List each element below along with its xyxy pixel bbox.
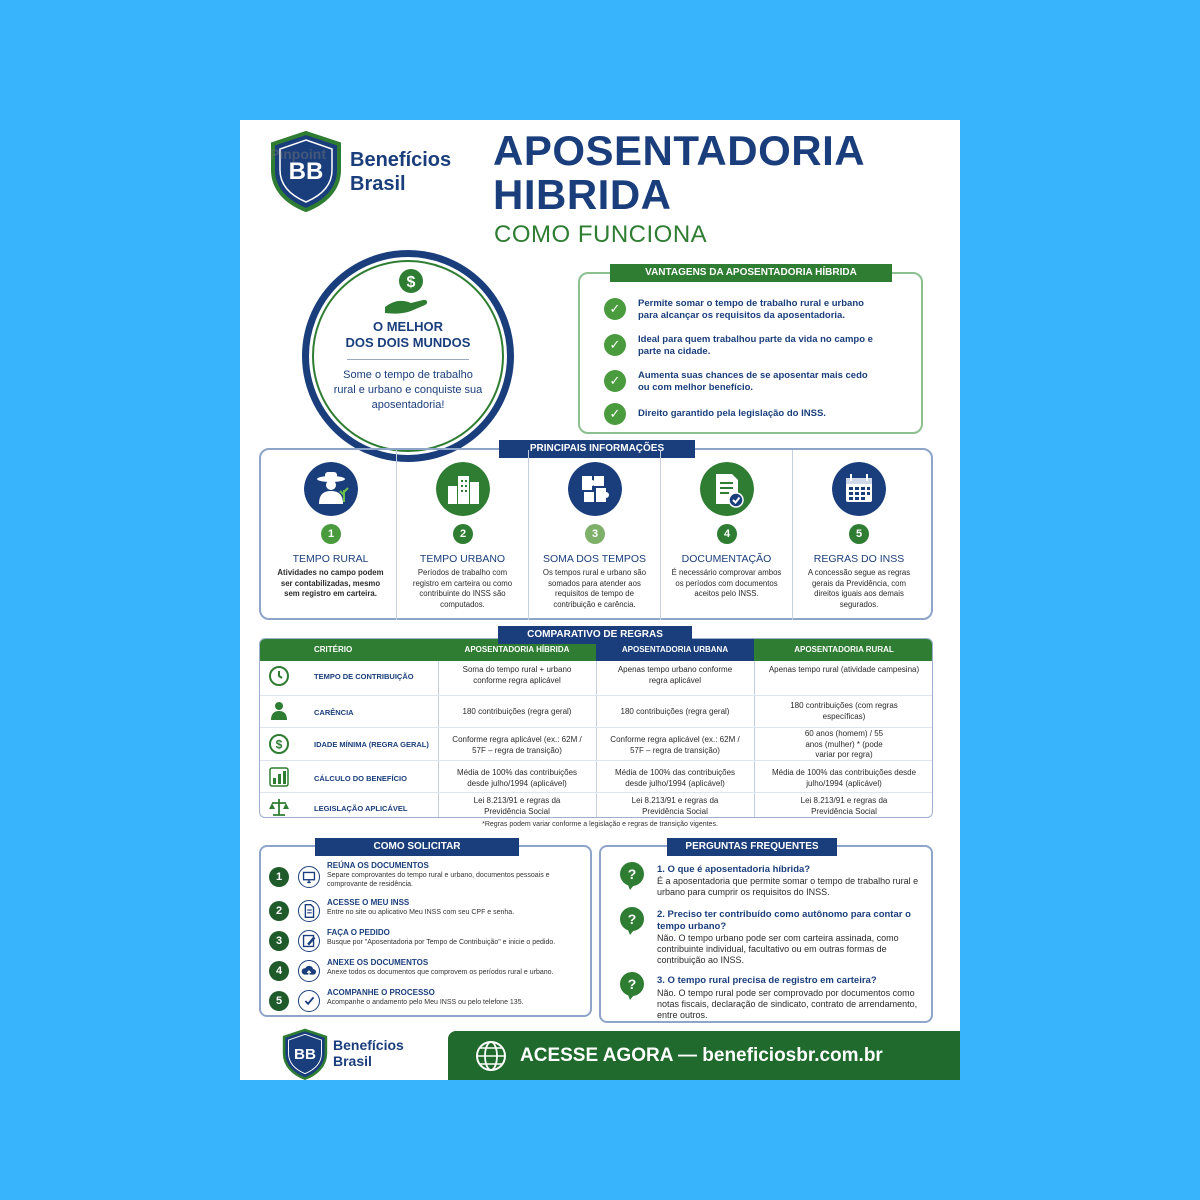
comparison-table [259, 638, 933, 818]
svg-text:?: ? [627, 976, 637, 992]
info-card-regras [793, 450, 925, 620]
globe-icon [474, 1039, 508, 1073]
cell-rural: 60 anos (homem) / 55 anos (mulher) * (pode variar por regra) [804, 729, 884, 759]
info-title: DOCUMENTAÇÃO [681, 553, 772, 565]
info-title: SOMA DOS TEMPOS [542, 553, 647, 565]
advantage-text: Direito garantido pela legislação do INSS. [638, 408, 826, 419]
brand-name-line1: Benefícios [350, 149, 452, 171]
step-item [261, 928, 591, 958]
cell-hibrida: Soma do tempo rural + urbano conforme regra aplicável [462, 665, 572, 685]
question-icon [619, 906, 645, 936]
cell-hibrida: Conforme regra aplicável (ex.: 62M / 57F – regra de transição) [452, 735, 582, 755]
advantages-title: VANTAGENS DA APOSENTADORIA HÍBRIDA [610, 264, 892, 282]
farmer-icon [304, 462, 358, 516]
advantage-text: Aumenta suas chances de se aposentar mais cedo ou com melhor benefício. [638, 370, 868, 393]
check-icon: ✓ [604, 403, 626, 425]
hero-heading-line2: DOS DOIS MUNDOS [345, 335, 471, 350]
infographic-page [240, 120, 960, 1080]
info-number: 1 [321, 524, 341, 544]
como-solicitar-title: COMO SOLICITAR [315, 838, 519, 856]
table-header: APOSENTADORIA URBANA [596, 639, 754, 661]
cell-urbana: Lei 8.213/91 e regras da Previdência Social [631, 796, 719, 816]
check-icon: ✓ [604, 334, 626, 356]
clock-icon [268, 665, 290, 687]
faq-box [599, 841, 933, 1023]
table-row [260, 727, 933, 759]
info-title: REGRAS DO INSS [813, 553, 905, 565]
info-card-documentacao [661, 450, 793, 620]
info-title: TEMPO RURAL [292, 553, 369, 565]
info-desc: Atividades no campo podem ser contabilizadas, mesmo sem registro em carteira. [277, 568, 384, 598]
buildings-icon [436, 462, 490, 516]
svg-text:?: ? [627, 911, 637, 927]
footer-logo [282, 1028, 442, 1080]
info-desc: Períodos de trabalho com registro em carteira ou como contribuinte do INSS são computados. [412, 568, 513, 609]
table-header: CRITÉRIO [260, 639, 438, 661]
faq-title: PERGUNTAS FREQUENTES [667, 838, 837, 856]
cell-hibrida: Média de 100% das contribuições desde julho/1994 (aplicável) [456, 768, 578, 788]
cell-hibrida: Lei 8.213/91 e regras da Previdência Social [473, 796, 561, 816]
table-row [260, 760, 933, 792]
info-desc: É necessário comprovar ambos os períodos com documentos aceitos pelo INSS. [671, 568, 782, 598]
step-item [261, 958, 591, 988]
check-circle-icon [298, 990, 320, 1012]
cell-rural: Apenas tempo rural (atividade campesina) [768, 665, 920, 674]
row-label: CÁLCULO DO BENEFÍCIO [314, 774, 407, 783]
question-icon [619, 971, 645, 1001]
row-label: IDADE MÍNIMA (REGRA GERAL) [314, 740, 429, 749]
puzzle-icon [568, 462, 622, 516]
footer-brand-line2: Brasil [333, 1053, 372, 1069]
table-row [260, 792, 933, 818]
cell-rural: 180 contribuições (com regras específicas) [790, 701, 898, 721]
step-desc: Entre no site ou aplicativo Meu INSS com seu CPF e senha. [327, 909, 515, 916]
edit-icon [298, 930, 320, 952]
comparativo-title: COMPARATIVO DE REGRAS [498, 626, 692, 644]
advantages-box [578, 267, 923, 434]
cell-rural: Média de 100% das contribuições desde julho/1994 (aplicável) [771, 768, 917, 788]
faq-answer: Não. O tempo rural pode ser comprovado por documentos como notas fiscais, declaração de sindicato, contrato de arrendamento, entre outros. [657, 988, 918, 1020]
cloud-upload-icon [298, 960, 320, 982]
step-item [261, 988, 591, 1018]
hero-heading-line1: O MELHOR [372, 319, 444, 334]
monogram-text: BB [294, 1046, 316, 1064]
step-title: FAÇA O PEDIDO [327, 928, 390, 937]
hero-circle [302, 250, 514, 462]
cell-hibrida: 180 contribuições (regra geral) [462, 707, 572, 716]
hero-text: Some o tempo de trabalho rural e urbano e conquiste sua aposentadoria! [333, 369, 483, 411]
step-desc: Anexe todos os documentos que comprovem os períodos rural e urbano. [327, 969, 554, 976]
step-number: 1 [269, 867, 289, 887]
check-icon: ✓ [604, 370, 626, 392]
info-number: 5 [849, 524, 869, 544]
info-card-urbano [397, 450, 529, 620]
monitor-icon [298, 866, 320, 888]
step-number: 4 [269, 961, 289, 981]
document-check-icon [700, 462, 754, 516]
row-label: CARÊNCIA [314, 708, 354, 717]
table-footnote: *Regras podem variar conforme a legislação e regras de transição vigentes. [482, 821, 718, 828]
scales-icon [268, 796, 290, 818]
svg-text:$: $ [406, 274, 416, 291]
table-row [260, 661, 933, 691]
step-title: ACOMPANHE O PROCESSO [327, 988, 435, 997]
step-desc: Acompanhe o andamento pelo Meu INSS ou pelo telefone 135. [327, 999, 524, 1006]
step-number: 2 [269, 901, 289, 921]
person-icon [268, 700, 290, 722]
info-number: 3 [585, 524, 605, 544]
table-row [260, 695, 933, 727]
svg-text:?: ? [627, 866, 637, 882]
step-desc: Separe comprovantes do tempo rural e urbano, documentos pessoais e comprovante de residência. [327, 872, 550, 888]
check-icon: ✓ [604, 298, 626, 320]
cta-banner[interactable] [448, 1031, 960, 1080]
step-item [261, 861, 591, 891]
step-title: ANEXE OS DOCUMENTOS [327, 958, 429, 967]
row-label: LEGISLAÇÃO APLICÁVEL [314, 804, 408, 813]
principais-title: PRINCIPAIS INFORMAÇÕES [499, 440, 695, 458]
info-card-rural [265, 450, 397, 620]
shield-logo-icon [282, 1028, 328, 1080]
faq-question: 2. Preciso ter contribuído como autônomo para contar o tempo urbano? [657, 909, 911, 932]
step-desc: Busque por "Aposentadoria por Tempo de Contribuição" e inicie o pedido. [327, 939, 556, 946]
cta-link[interactable]: ACESSE AGORA — beneficiosbr.com.br [520, 1045, 883, 1066]
row-label: TEMPO DE CONTRIBUIÇÃO [314, 672, 414, 681]
cell-urbana: Média de 100% das contribuições desde julho/1994 (aplicável) [614, 768, 736, 788]
info-card-soma [529, 450, 661, 620]
principais-box [259, 443, 933, 620]
step-title: ACESSE O MEU INSS [327, 898, 410, 907]
title-line1: APOSENTADORIA [493, 127, 866, 174]
cell-urbana: 180 contribuições (regra geral) [620, 707, 730, 716]
faq-answer: Não. O tempo urbano pode ser com carteira assinada, como contribuinte individual, facultativo ou em outras formas de contribuição ao INSS. [657, 933, 899, 965]
svg-text:$: $ [275, 737, 283, 752]
info-title: TEMPO URBANO [419, 553, 506, 565]
shield-logo-icon [270, 130, 342, 212]
advantage-text: Permite somar o tempo de trabalho rural e urbano para alcançar os requisitos da aposentadoria. [638, 298, 864, 321]
como-solicitar-box [259, 841, 592, 1017]
info-desc: Os tempos rural e urbano são somados para atender aos requisitos de tempo de contribuição e carência. [542, 568, 647, 609]
bar-chart-icon [268, 766, 290, 788]
page-subtitle: COMO FUNCIONA [494, 221, 708, 248]
question-icon [619, 861, 645, 891]
step-number: 5 [269, 991, 289, 1011]
money-hand-icon [381, 267, 437, 319]
info-desc: A concessão segue as regras gerais da Previdência, com direitos iguais aos demais segurados. [807, 568, 911, 609]
faq-question: 3. O tempo rural precisa de registro em carteira? [657, 975, 877, 986]
table-header: APOSENTADORIA HÍBRIDA [438, 639, 596, 661]
step-title: REÚNA OS DOCUMENTOS [327, 861, 429, 870]
cell-rural: Lei 8.213/91 e regras da Previdência Social [800, 796, 888, 816]
watermark-text: Pinpoint [270, 146, 326, 162]
brand-logo [270, 130, 500, 212]
cell-urbana: Apenas tempo urbano conforme regra aplicável [617, 665, 733, 685]
faq-answer: É a aposentadoria que permite somar o tempo de trabalho rural e urbano para cumprir os requisitos do INSS. [657, 876, 919, 897]
cell-urbana: Conforme regra aplicável (ex.: 62M / 57F – regra de transição) [610, 735, 740, 755]
advantage-text: Ideal para quem trabalhou parte da vida no campo e parte na cidade. [638, 334, 873, 357]
info-number: 2 [453, 524, 473, 544]
step-item [261, 898, 591, 928]
monogram-text: BB [288, 158, 324, 185]
title-line2: HIBRIDA [493, 171, 672, 218]
faq-question: 1. O que é aposentadoria híbrida? [657, 864, 811, 875]
calendar-icon [832, 462, 886, 516]
table-header: APOSENTADORIA RURAL [754, 639, 933, 661]
document-icon [298, 900, 320, 922]
footer-brand-line1: Benefícios [333, 1037, 404, 1053]
info-number: 4 [717, 524, 737, 544]
step-number: 3 [269, 931, 289, 951]
brand-name-line2: Brasil [350, 173, 406, 195]
dollar-icon [268, 733, 290, 755]
